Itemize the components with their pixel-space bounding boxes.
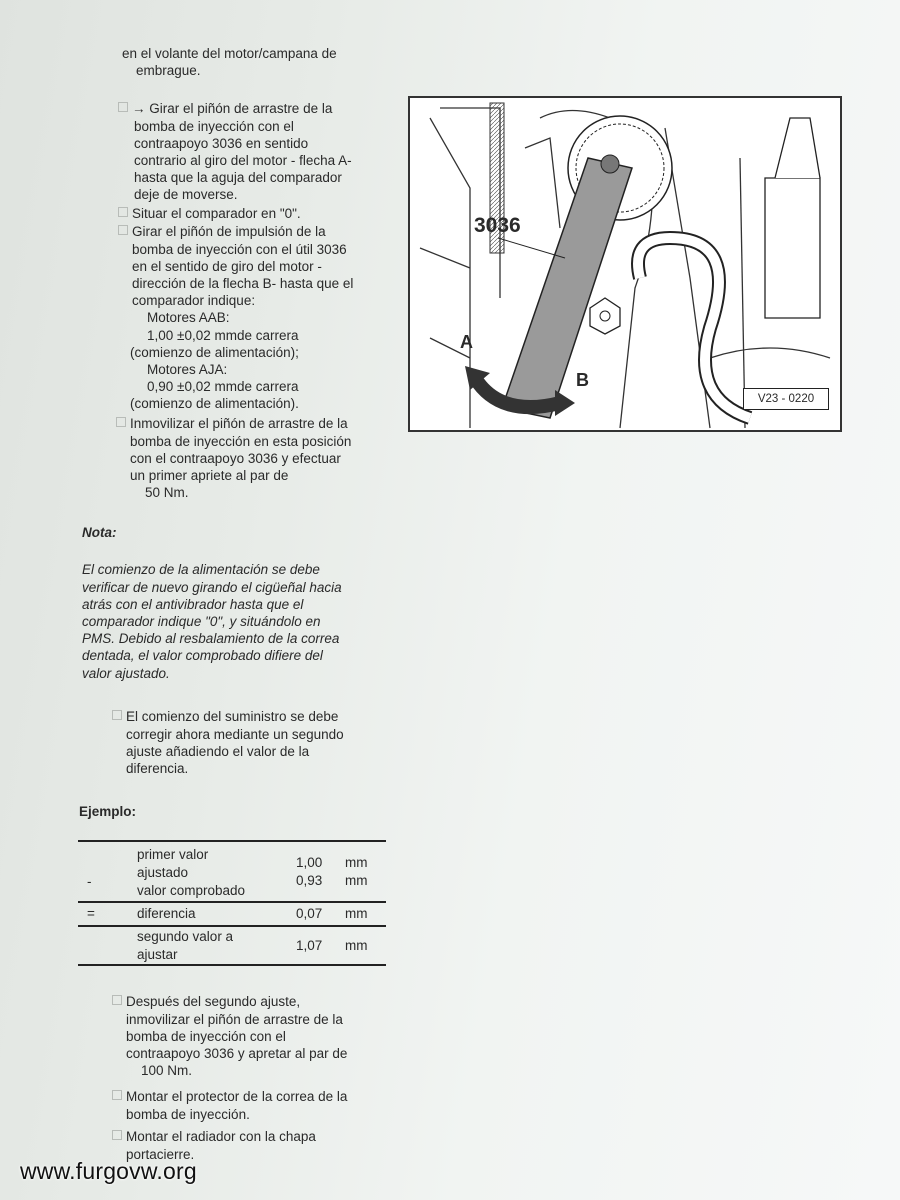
arrow-b-label: B: [576, 370, 589, 390]
step-line: 100 Nm.: [126, 1063, 193, 1078]
row-value: 0,07: [296, 906, 323, 921]
step-line: ajuste añadiendo el valor de la: [126, 744, 310, 759]
step-line: 0,90 ±0,02 mmde carrera: [132, 379, 299, 394]
nota-line: valor ajustado.: [82, 666, 170, 681]
row-operator: -: [87, 874, 92, 889]
step-line: [112, 708, 338, 725]
checkbox-icon: [112, 710, 122, 720]
checkbox-icon: [112, 1130, 122, 1140]
row-unit: mm: [345, 873, 368, 888]
row-operator: =: [87, 906, 95, 921]
table-bottom-rule: [78, 964, 386, 966]
step-line: inmovilizar el piñón de arrastre de la: [126, 1012, 343, 1027]
nota-line: PMS. Debido al resbalamiento de la correa: [82, 631, 340, 646]
table-rule: [78, 901, 386, 903]
step-line: bomba de inyección con el útil 3036: [132, 242, 347, 257]
checkbox-icon: [118, 102, 128, 112]
row-value: 0,93: [296, 873, 323, 888]
engine-illustration: [410, 98, 840, 430]
nota-line: verificar de nuevo girando el cigüeñal hacia: [82, 580, 342, 595]
checkbox-icon: [116, 417, 126, 427]
step-line: contraapoyo 3036 en sentido: [134, 136, 309, 151]
step-text: Montar el protector de la correa de la: [126, 1089, 348, 1104]
table-rule: [78, 925, 386, 927]
step-line: un primer apriete al par de: [130, 468, 289, 483]
nota-line: comparador indique "0", y situándolo en: [82, 614, 321, 629]
checkbox-icon: [112, 995, 122, 1005]
row-unit: mm: [345, 938, 368, 953]
step-line: 50 Nm.: [130, 485, 189, 500]
tool-label: 3036: [474, 214, 521, 237]
step-line: en el sentido de giro del motor -: [132, 259, 322, 274]
step-line: [112, 1088, 347, 1105]
step-text: Girar el piñón de impulsión de la: [132, 224, 326, 239]
row-unit: mm: [345, 855, 368, 870]
step-line: comparador indique:: [132, 293, 256, 308]
step-line: bomba de inyección.: [126, 1107, 250, 1122]
nota-line: El comienzo de la alimentación se debe: [82, 562, 320, 577]
hose-outline: [638, 238, 750, 418]
step-line: [116, 415, 348, 432]
table-top-rule: [78, 840, 386, 842]
step-line: Motores AJA:: [132, 362, 228, 377]
checkbox-icon: [112, 1090, 122, 1100]
hose-fill: [638, 238, 750, 418]
tool-leader-line: [498, 238, 565, 258]
continuation-line-2: embrague.: [136, 63, 201, 78]
checkbox-icon: [118, 225, 128, 235]
row-label: diferencia: [137, 906, 196, 921]
step-text: Inmovilizar el piñón de arrastre de la: [130, 416, 348, 431]
step-line: hasta que la aguja del comparador: [134, 170, 342, 185]
row-label: valor comprobado: [137, 883, 246, 898]
step-line: Motores AAB:: [132, 310, 230, 325]
step-line: (comienzo de alimentación).: [130, 396, 299, 411]
step-text: El comienzo del suministro se debe: [126, 709, 339, 724]
step-line: dirección de la flecha B- hasta que el: [132, 276, 354, 291]
nut: [590, 298, 620, 334]
injection-pump-figure: [408, 96, 842, 432]
arrow-head-b: [555, 390, 575, 416]
tool-3036-bar: [502, 158, 632, 418]
step-text: Después del segundo ajuste,: [126, 994, 301, 1009]
ejemplo-heading: Ejemplo:: [79, 804, 137, 819]
step-line: contrario al giro del motor - flecha A-: [134, 153, 352, 168]
step-line: contraapoyo 3036 y apretar al par de: [126, 1046, 348, 1061]
step-line: bomba de inyección en esta posición: [130, 434, 352, 449]
row-label: segundo valor a: [137, 929, 234, 944]
step-line: bomba de inyección con el: [134, 119, 294, 134]
row-label: primer valor: [137, 847, 209, 862]
tool-pin: [601, 155, 619, 173]
step-line: bomba de inyección con el: [126, 1029, 286, 1044]
arrow-a-label: A: [460, 332, 473, 352]
step-line: deje de moverse.: [134, 187, 238, 202]
step-line: (comienzo de alimentación);: [130, 345, 299, 360]
step-line: [112, 993, 300, 1010]
row-value: 1,00: [296, 855, 323, 870]
row-label: ajustado: [137, 865, 189, 880]
step-text: Situar el comparador en "0".: [132, 206, 301, 221]
row-unit: mm: [345, 906, 368, 921]
step-line: 1,00 ±0,02 mmde carrera: [132, 328, 299, 343]
step-line: corregir ahora mediante un segundo: [126, 727, 344, 742]
step-line: portacierre.: [126, 1147, 195, 1162]
step-line: con el contraapoyo 3036 y efectuar: [130, 451, 341, 466]
continuation-line-1: en el volante del motor/campana de: [122, 46, 337, 61]
step-situar-comparador: [118, 205, 301, 222]
step-text: Montar el radiador con la chapa: [126, 1129, 316, 1144]
nota-line: dentada, el valor comprobado difiere del: [82, 648, 323, 663]
checkbox-icon: [118, 207, 128, 217]
filter-top: [775, 118, 820, 178]
step-line: [118, 100, 332, 117]
filter-body: [765, 178, 820, 318]
row-value: 1,07: [296, 938, 323, 953]
figure-reference: V23 - 0220: [743, 388, 829, 410]
step-text: → Girar el piñón de arrastre de la: [132, 101, 333, 116]
nota-heading: Nota:: [82, 525, 117, 540]
row-label: ajustar: [137, 947, 178, 962]
nota-line: atrás con el antivibrador hasta que el: [82, 597, 304, 612]
step-line: [112, 1128, 316, 1145]
watermark-url: www.furgovw.org: [20, 1158, 197, 1184]
step-line: diferencia.: [126, 761, 189, 776]
step-line: [118, 223, 326, 240]
